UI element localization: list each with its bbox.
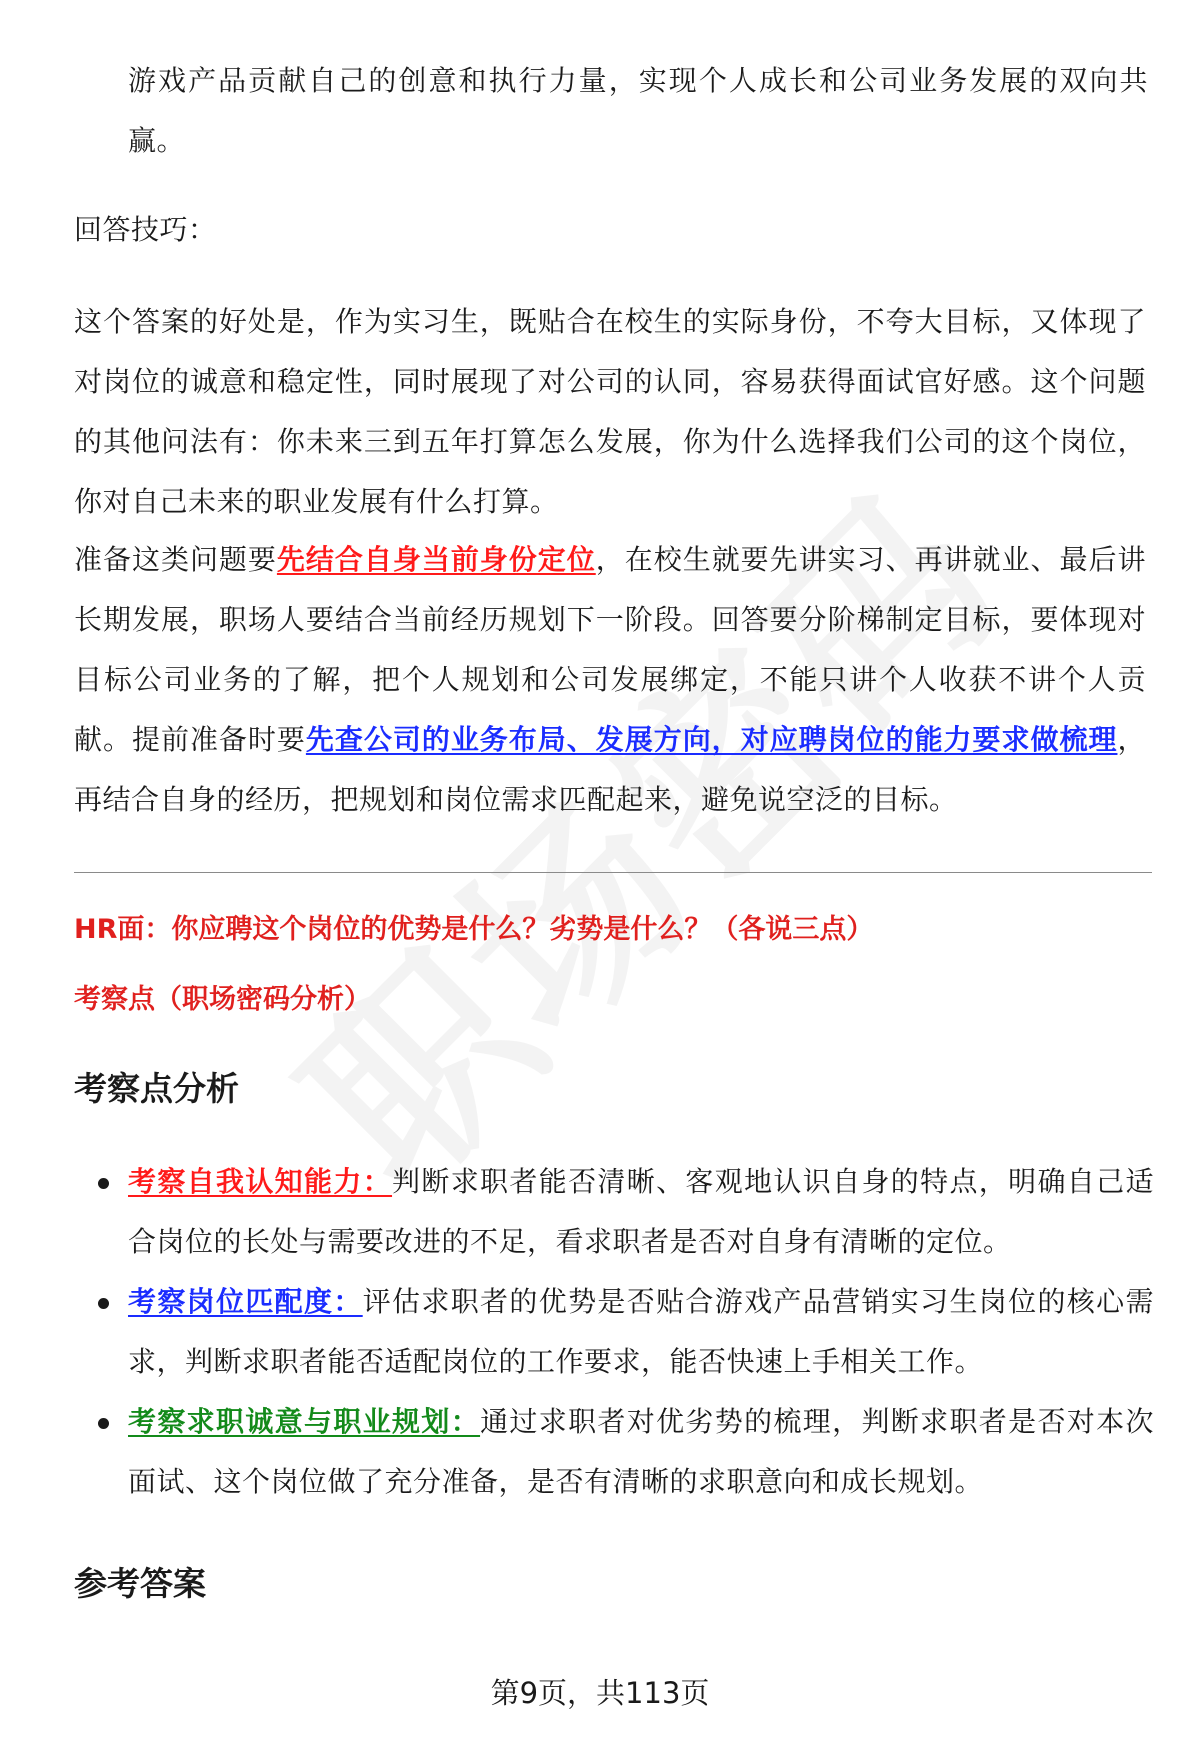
- section-divider: [74, 872, 1152, 873]
- tips-paragraph: 这个答案的好处是，作为实习生，既贴合在校生的实际身份，不夸大目标，又体现了对岗位的诚意和稳定性，同时展现了对公司的认同，容易获得面试官好感。这个问题的其他问法有：你未来三到五年打算怎么发展，你为什么选择我们公司的这个岗位，你对自己未来的职业发展有什么打算。: [74, 305, 1146, 518]
- page-number-footer: 第9页，共113页: [490, 1676, 710, 1710]
- prep-text-mid: ，在校生就要先讲实习、再讲就业、最后讲长期发展，职场人要结合当前经历规划下一阶段。回答要分阶梯制定目标，要体现对目标公司业务的了解，把个人规划和公司发展绑定，不能只讲个人收获不讲个人贡献。提前准备时要: [74, 543, 1146, 756]
- analysis-list: [74, 1152, 1154, 1512]
- bullet-label: 考察求职诚意与职业规划：: [128, 1405, 481, 1438]
- bullet-dot-icon: [98, 1298, 109, 1309]
- hr-question-heading: HR面：你应聘这个岗位的优势是什么？劣势是什么？（各说三点）: [74, 914, 874, 945]
- bullet-label: 考察自我认知能力：: [128, 1165, 393, 1198]
- highlight-identity: 先结合自身当前身份定位: [276, 543, 596, 576]
- prep-paragraph: [74, 530, 1146, 830]
- bullet-dot-icon: [98, 1178, 109, 1189]
- answer-heading: 参考答案: [74, 1564, 206, 1603]
- bullet-dot-icon: [98, 1418, 109, 1429]
- analysis-heading: 考察点分析: [74, 1069, 239, 1108]
- highlight-research: 先查公司的业务布局、发展方向，对应聘岗位的能力要求做梳理: [305, 723, 1118, 756]
- list-item: [74, 1152, 1154, 1272]
- bullet-text: 判断求职者能否清晰、客观地认识自身的特点，明确自己适合岗位的长处与需要改进的不足，看求职者是否对自身有清晰的定位。: [128, 1165, 1154, 1258]
- prep-text-post: ，再结合自身的经历，把规划和岗位需求匹配起来，避免说空泛的目标。: [74, 723, 1146, 816]
- bullet-text: 评估求职者的优势是否贴合游戏产品营销实习生岗位的核心需求，判断求职者能否适配岗位的工作要求，能否快速上手相关工作。: [128, 1285, 1154, 1378]
- bullet-text: 通过求职者对优劣势的梳理，判断求职者是否对本次面试、这个岗位做了充分准备，是否有清晰的求职意向和成长规划。: [128, 1405, 1154, 1498]
- tips-label: 回答技巧：: [74, 213, 217, 246]
- list-item: [74, 1392, 1154, 1512]
- exam-point-heading: 考察点（职场密码分析）: [74, 984, 371, 1015]
- intro-paragraph: 游戏产品贡献自己的创意和执行力量，实现个人成长和公司业务发展的双向共赢。: [128, 64, 1148, 157]
- bullet-label: 考察岗位匹配度：: [128, 1285, 363, 1318]
- list-item: [74, 1272, 1154, 1392]
- prep-text-pre: 准备这类问题要: [74, 543, 277, 576]
